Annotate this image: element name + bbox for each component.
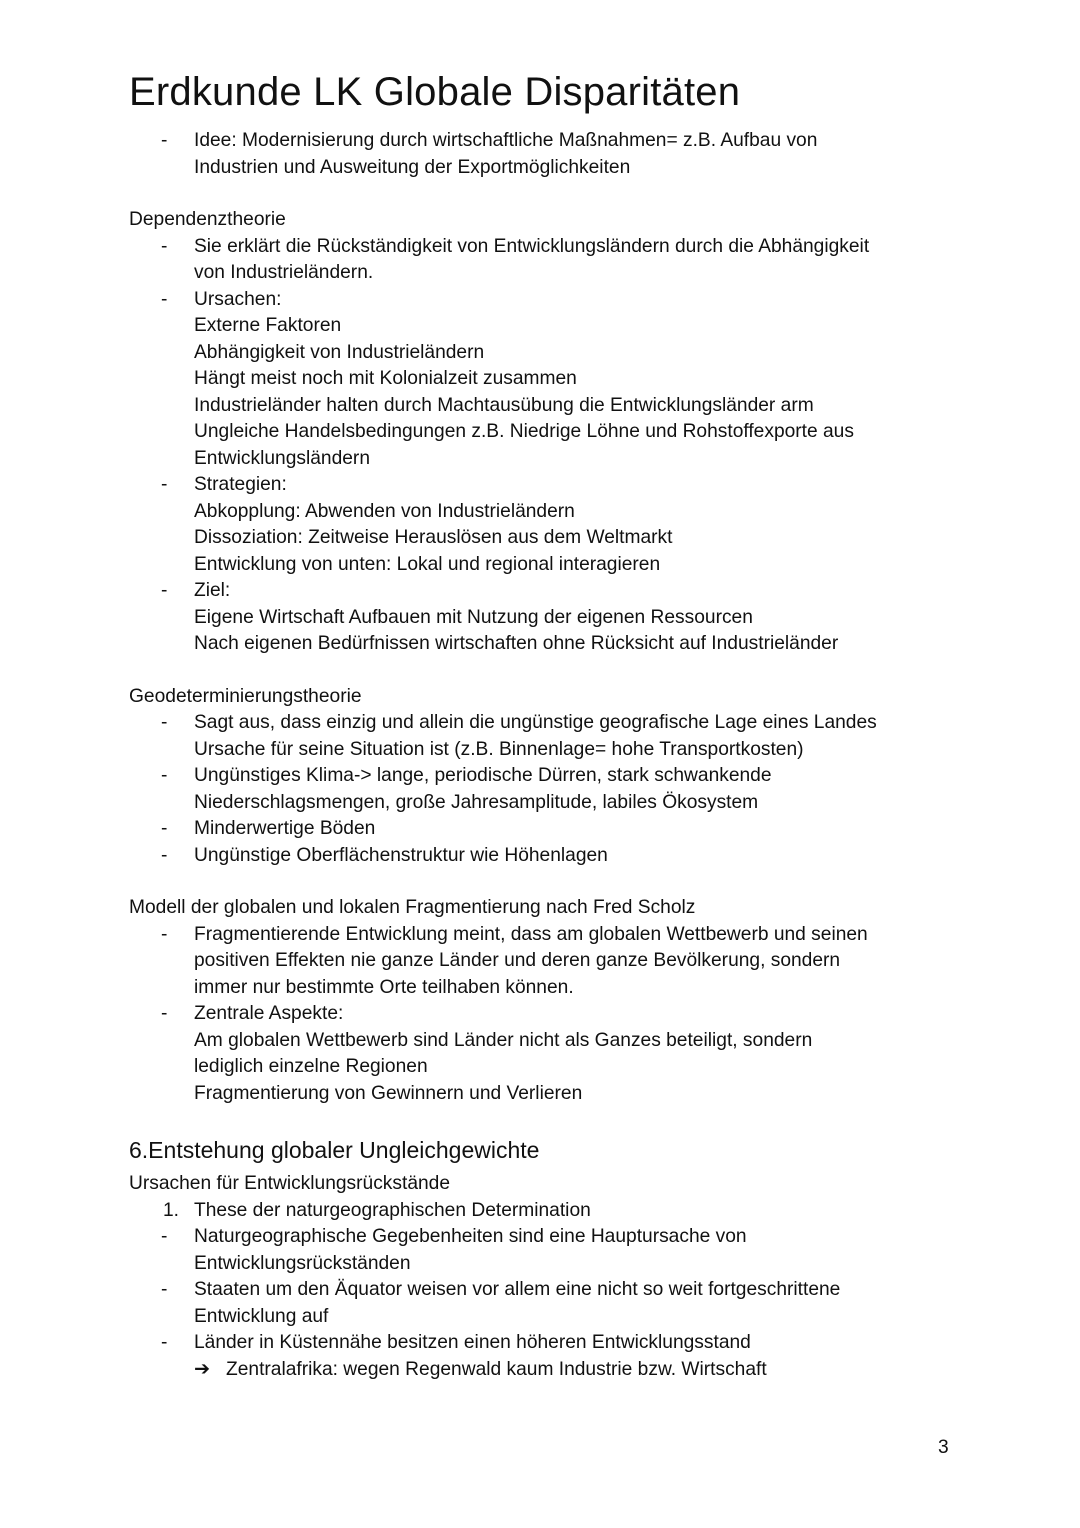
fragment-heading: Modell der globalen und lokalen Fragmentierung nach Fred Scholz: [129, 897, 696, 918]
list-item-line: Zentrale Aspekte:: [194, 1003, 344, 1024]
intro-list: [129, 128, 959, 181]
list-item-line: Sie erklärt die Rückständigkeit von Entwicklungsländern durch die Abhängigkeit: [194, 235, 870, 257]
list-item: [129, 1330, 959, 1357]
arrow-text: Zentralafrika: wegen Regenwald kaum Industrie bzw. Wirtschaft: [226, 1358, 767, 1380]
list-item-line: Länder in Küstennähe besitzen einen höheren Entwicklungsstand: [194, 1332, 751, 1353]
list-item-line: Ungünstiges Klima-> lange, periodische Dürren, stark schwankende: [194, 765, 772, 786]
bullet-dash: -: [161, 1332, 168, 1353]
list-item-line: Niederschlagsmengen, große Jahresamplitude, labiles Ökosystem: [194, 791, 759, 813]
list-item-line: Ziel:: [194, 580, 231, 601]
dependenz-list: [129, 234, 959, 658]
list-item-line: Dissoziation: Zeitweise Herauslösen aus dem Weltmarkt: [194, 527, 673, 548]
list-item: [129, 128, 959, 181]
dependenz-heading: Dependenztheorie: [129, 209, 286, 230]
list-item-line: Fragmentierende Entwicklung meint, dass am globalen Wettbewerb und seinen: [194, 923, 868, 945]
list-item: [129, 1001, 959, 1107]
list-item-line: Industrien und Ausweitung der Exportmöglichkeiten: [194, 156, 631, 178]
list-item: [129, 763, 959, 816]
list-item: [129, 287, 959, 473]
list-item-line: von Industrieländern.: [194, 262, 374, 283]
list-item-line: Ungünstige Oberflächenstruktur wie Höhenlagen: [194, 844, 608, 866]
section-6-list: [129, 1198, 959, 1357]
list-item-line: Ungleiche Handelsbedingungen z.B. Niedrige Löhne und Rohstoffexporte aus: [194, 421, 854, 442]
fragment-list: [129, 922, 959, 1108]
section-6-heading: 6.Entstehung globaler Ungleichgewichte: [129, 1137, 540, 1163]
list-item: [129, 710, 959, 763]
list-item-line: Sagt aus, dass einzig und allein die ungünstige geografische Lage eines Landes: [194, 712, 877, 733]
list-item-line: Ursachen:: [194, 288, 282, 310]
list-item-line: Entwicklungsrückständen: [194, 1252, 411, 1274]
bullet-dash: -: [161, 1226, 168, 1247]
bullet-dash: -: [161, 765, 168, 786]
list-item-line: Externe Faktoren: [194, 315, 342, 336]
list-item: [129, 922, 959, 1002]
bullet-dash: -: [161, 818, 168, 839]
page-number: 3: [938, 1437, 949, 1458]
bullet-dash: -: [161, 844, 168, 866]
geodet-list: [129, 710, 959, 869]
list-item: [129, 843, 959, 870]
list-item-line: Idee: Modernisierung durch wirtschaftliche Maßnahmen= z.B. Aufbau von: [194, 130, 818, 151]
page-title: Erdkunde LK Globale Disparitäten: [129, 70, 741, 114]
geodet-heading: Geodeterminierungstheorie: [129, 685, 362, 707]
bullet-dash: -: [161, 130, 168, 151]
bullet-dash: -: [161, 235, 168, 257]
bullet-dash: -: [161, 923, 168, 945]
list-item-line: Entwicklung von unten: Lokal und regional interagieren: [194, 553, 661, 575]
bullet-dash: -: [161, 288, 168, 310]
list-item-line: Staaten um den Äquator weisen vor allem eine nicht so weit fortgeschrittene: [194, 1279, 841, 1300]
list-item-line: Strategien:: [194, 474, 287, 495]
list-item: [129, 234, 959, 287]
list-item-line: Eigene Wirtschaft Aufbauen mit Nutzung der eigenen Ressourcen: [194, 606, 753, 628]
list-item-line: Hängt meist noch mit Kolonialzeit zusammen: [194, 368, 577, 389]
bullet-dash: -: [161, 1003, 168, 1024]
arrow-item: [129, 1357, 959, 1384]
list-item-line: Abhängigkeit von Industrieländern: [194, 341, 485, 363]
list-item: [129, 1224, 959, 1277]
list-item-line: positiven Effekten nie ganze Länder und deren ganze Bevölkerung, sondern: [194, 950, 841, 971]
section-6-subheading: Ursachen für Entwicklungsrückstände: [129, 1173, 451, 1194]
list-item-line: Fragmentierung von Gewinnern und Verlieren: [194, 1082, 583, 1104]
list-item-line: Minderwertige Böden: [194, 818, 376, 839]
list-item-line: Entwicklung auf: [194, 1305, 329, 1327]
list-item-line: Industrieländer halten durch Machtausübung die Entwicklungsländer arm: [194, 394, 814, 416]
document-page: [129, 66, 959, 1383]
bullet-dash: -: [161, 580, 168, 601]
list-item: [129, 578, 959, 658]
list-item: [129, 1277, 959, 1330]
list-number: 1.: [163, 1199, 180, 1221]
list-item-line: lediglich einzelne Regionen: [194, 1056, 428, 1077]
list-item-line: Ursache für seine Situation ist (z.B. Binnenlage= hohe Transportkosten): [194, 738, 804, 760]
list-item: [129, 472, 959, 578]
list-item-line: These der naturgeographischen Determination: [194, 1199, 591, 1221]
bullet-dash: -: [161, 1279, 168, 1300]
arrow-right-icon: ➔: [194, 1358, 211, 1380]
list-item-line: Abkopplung: Abwenden von Industrieländern: [194, 500, 575, 522]
bullet-dash: -: [161, 474, 168, 495]
list-item-line: Nach eigenen Bedürfnissen wirtschaften ohne Rücksicht auf Industrieländer: [194, 633, 839, 654]
list-item-line: immer nur bestimmte Orte teilhaben können.: [194, 976, 574, 998]
list-item-line: Entwicklungsländern: [194, 447, 370, 469]
bullet-dash: -: [161, 712, 168, 733]
list-item: [129, 816, 959, 843]
list-item-line: Am globalen Wettbewerb sind Länder nicht als Ganzes beteiligt, sondern: [194, 1029, 813, 1051]
list-item-line: Naturgeographische Gegebenheiten sind eine Hauptursache von: [194, 1226, 747, 1247]
list-item: [129, 1198, 959, 1225]
